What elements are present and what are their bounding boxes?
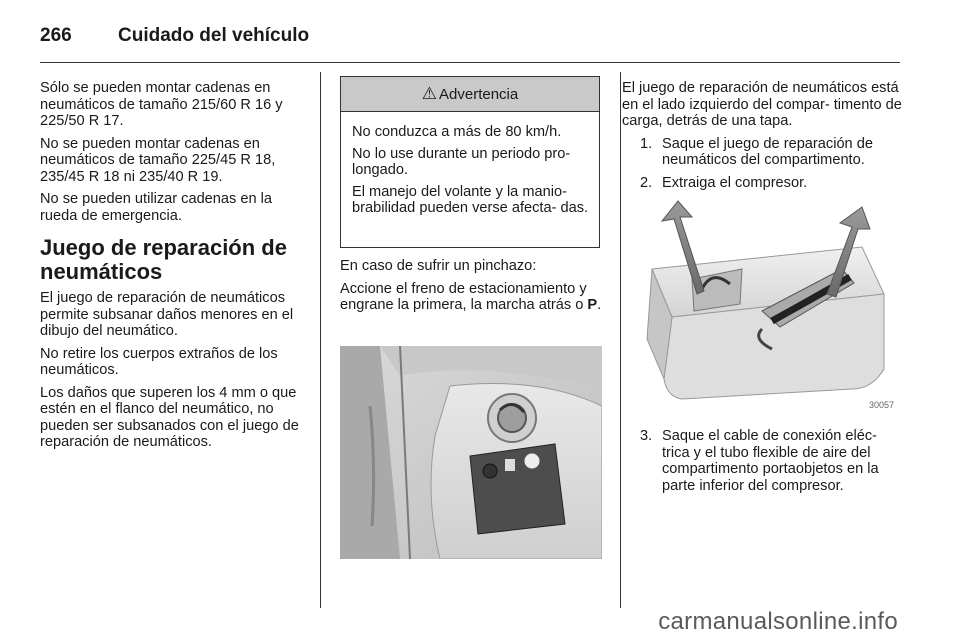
cargo-panel-illustration (340, 346, 602, 559)
figure-compressor (622, 199, 900, 413)
warning-line: No conduzca a más de 80 km/h. (352, 124, 562, 140)
paragraph: No se pueden montar cadenas en neumáticos de tamaño 225/45 R 18, 235/45 R 18 ni 235/40 R 19. (40, 135, 276, 185)
page-title: Cuidado del vehículo (118, 25, 310, 46)
header-rule (40, 62, 900, 63)
warning-title: Advertencia (439, 85, 519, 103)
paragraph-end: . (597, 297, 602, 313)
step-number: 3. (640, 428, 653, 444)
paragraph: Los daños que superen los 4 mm o que estén en el flanco del neumático, no pueden ser subsanados con el juego de reparación de neumáticos. (40, 384, 299, 450)
warning-body (341, 112, 599, 217)
warning-header (341, 77, 599, 112)
gear-p-label: P (587, 297, 598, 313)
section-heading: Juego de reparación de neumáticos (40, 235, 287, 284)
compressor-illustration (622, 199, 900, 413)
paragraph: No retire los cuerpos extraños de los neumáticos. (40, 345, 278, 378)
step-item (622, 136, 904, 169)
step-list (622, 428, 904, 494)
step-text: Extraiga el compresor. (662, 174, 808, 191)
warning-line: No lo use durante un periodo pro- longado. (352, 145, 571, 178)
paragraph: No se pueden utilizar cadenas en la rueda de emergencia. (40, 191, 273, 224)
column-1 (40, 80, 306, 457)
step-text: Saque el juego de reparación de neumáticos del compartimento. (662, 135, 873, 168)
paragraph (340, 281, 602, 314)
column-3-continued (622, 428, 904, 500)
page-number: 266 (40, 25, 72, 46)
paragraph: En caso de sufrir un pinchazo: (340, 258, 537, 274)
step-list (622, 136, 904, 192)
warning-box (340, 76, 600, 248)
warning-triangle-icon: ⚠ (421, 84, 438, 103)
step-item (622, 428, 904, 494)
warning-line: El manejo del volante y la manio- brabilidad pueden verse afecta- das. (352, 183, 589, 216)
column-2 (340, 258, 602, 320)
paragraph: Sólo se pueden montar cadenas en neumáticos de tamaño 215/60 R 16 y 225/50 R 17. (40, 80, 283, 129)
step-text: Saque el cable de conexión eléc- trica y el tubo flexible de aire del compartimento portaobjetos en la parte inferior del compresor. (662, 428, 879, 494)
paragraph-text: Accione el freno de estacionamiento y engrane la primera, la marcha atrás o (340, 280, 588, 313)
column-divider-1 (320, 72, 321, 608)
step-item (622, 175, 904, 192)
paragraph: El juego de reparación de neumáticos permite subsanar daños menores en el dibujo del neumático. (40, 290, 294, 339)
figure-code: 30057 (868, 400, 894, 410)
figure-cargo-panel (340, 346, 602, 559)
paragraph: El juego de reparación de neumáticos está en el lado izquierdo del compar- timento de carga, detrás de una tapa. (622, 80, 902, 129)
page-header (40, 16, 920, 56)
watermark: carmanualsonline.info (658, 608, 898, 635)
step-number: 1. (640, 135, 653, 152)
column-divider-2 (620, 72, 621, 608)
step-number: 2. (640, 174, 653, 191)
column-3 (622, 80, 904, 197)
